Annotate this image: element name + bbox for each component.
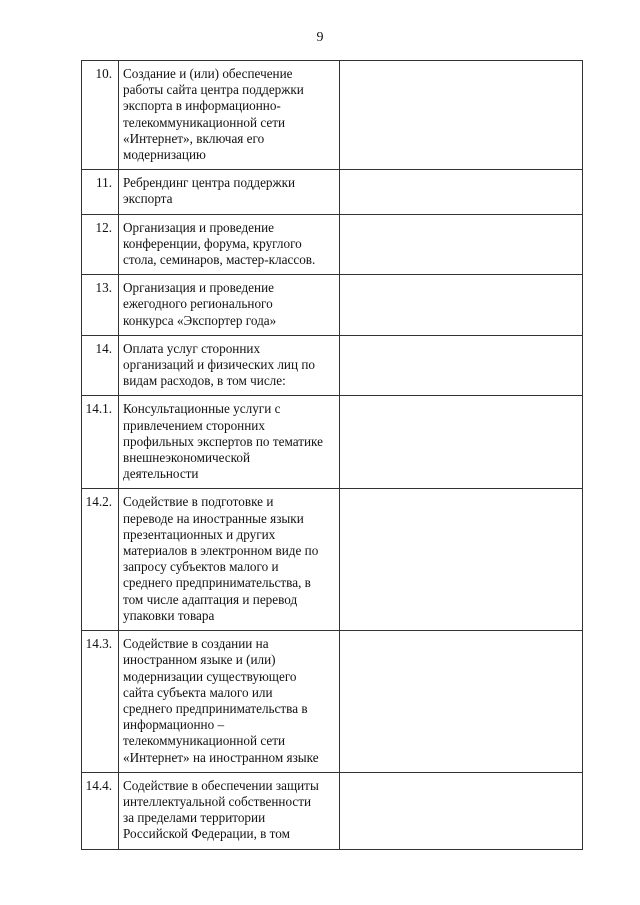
row-number: 14.2. (82, 489, 119, 631)
row-number: 10. (82, 61, 119, 170)
row-value (340, 335, 583, 396)
row-value (340, 489, 583, 631)
row-description: Содействие в обеспечении защиты интеллектуальной собственности за пределами территории Российской Федерации, в том (119, 772, 340, 849)
table-row (82, 275, 583, 336)
table-row (82, 396, 583, 489)
row-value (340, 214, 583, 275)
row-number: 13. (82, 275, 119, 336)
row-value (340, 631, 583, 773)
row-number: 14.4. (82, 772, 119, 849)
table-row (82, 61, 583, 170)
table-row (82, 631, 583, 773)
row-value (340, 170, 583, 214)
row-description: Создание и (или) обеспечение работы сайта центра поддержки экспорта в информационно- телекоммуникационной сети «Интернет», включая его модернизацию (119, 61, 340, 170)
row-description: Организация и проведение конференции, форума, круглого стола, семинаров, мастер-классов. (119, 214, 340, 275)
table-row (82, 772, 583, 849)
row-value (340, 61, 583, 170)
table-row (82, 335, 583, 396)
row-description: Содействие в создании на иностранном языке и (или) модернизации существующего сайта субъекта малого или среднего предпринимательства в информационно – телекоммуникационной сети «Интернет» на иностранном языке (119, 631, 340, 773)
row-description: Организация и проведение ежегодного регионального конкурса «Экспортер года» (119, 275, 340, 336)
row-number: 11. (82, 170, 119, 214)
row-number: 14.1. (82, 396, 119, 489)
budget-items-table (81, 60, 583, 850)
table-row (82, 170, 583, 214)
row-number: 14. (82, 335, 119, 396)
row-value (340, 772, 583, 849)
table-row (82, 489, 583, 631)
page-number: 9 (316, 30, 324, 45)
row-value (340, 396, 583, 489)
table-row (82, 214, 583, 275)
row-description: Консультационные услуги с привлечением сторонних профильных экспертов по тематике внешнеэкономической деятельности (119, 396, 340, 489)
row-description: Содействие в подготовке и переводе на иностранные языки презентационных и других материалов в электронном виде по запросу субъектов малого и среднего предпринимательства, в том числе адаптация и перевод упаковки товара (119, 489, 340, 631)
row-number: 14.3. (82, 631, 119, 773)
row-description: Оплата услуг сторонних организаций и физических лиц по видам расходов, в том числе: (119, 335, 340, 396)
row-value (340, 275, 583, 336)
row-number: 12. (82, 214, 119, 275)
row-description: Ребрендинг центра поддержки экспорта (119, 170, 340, 214)
